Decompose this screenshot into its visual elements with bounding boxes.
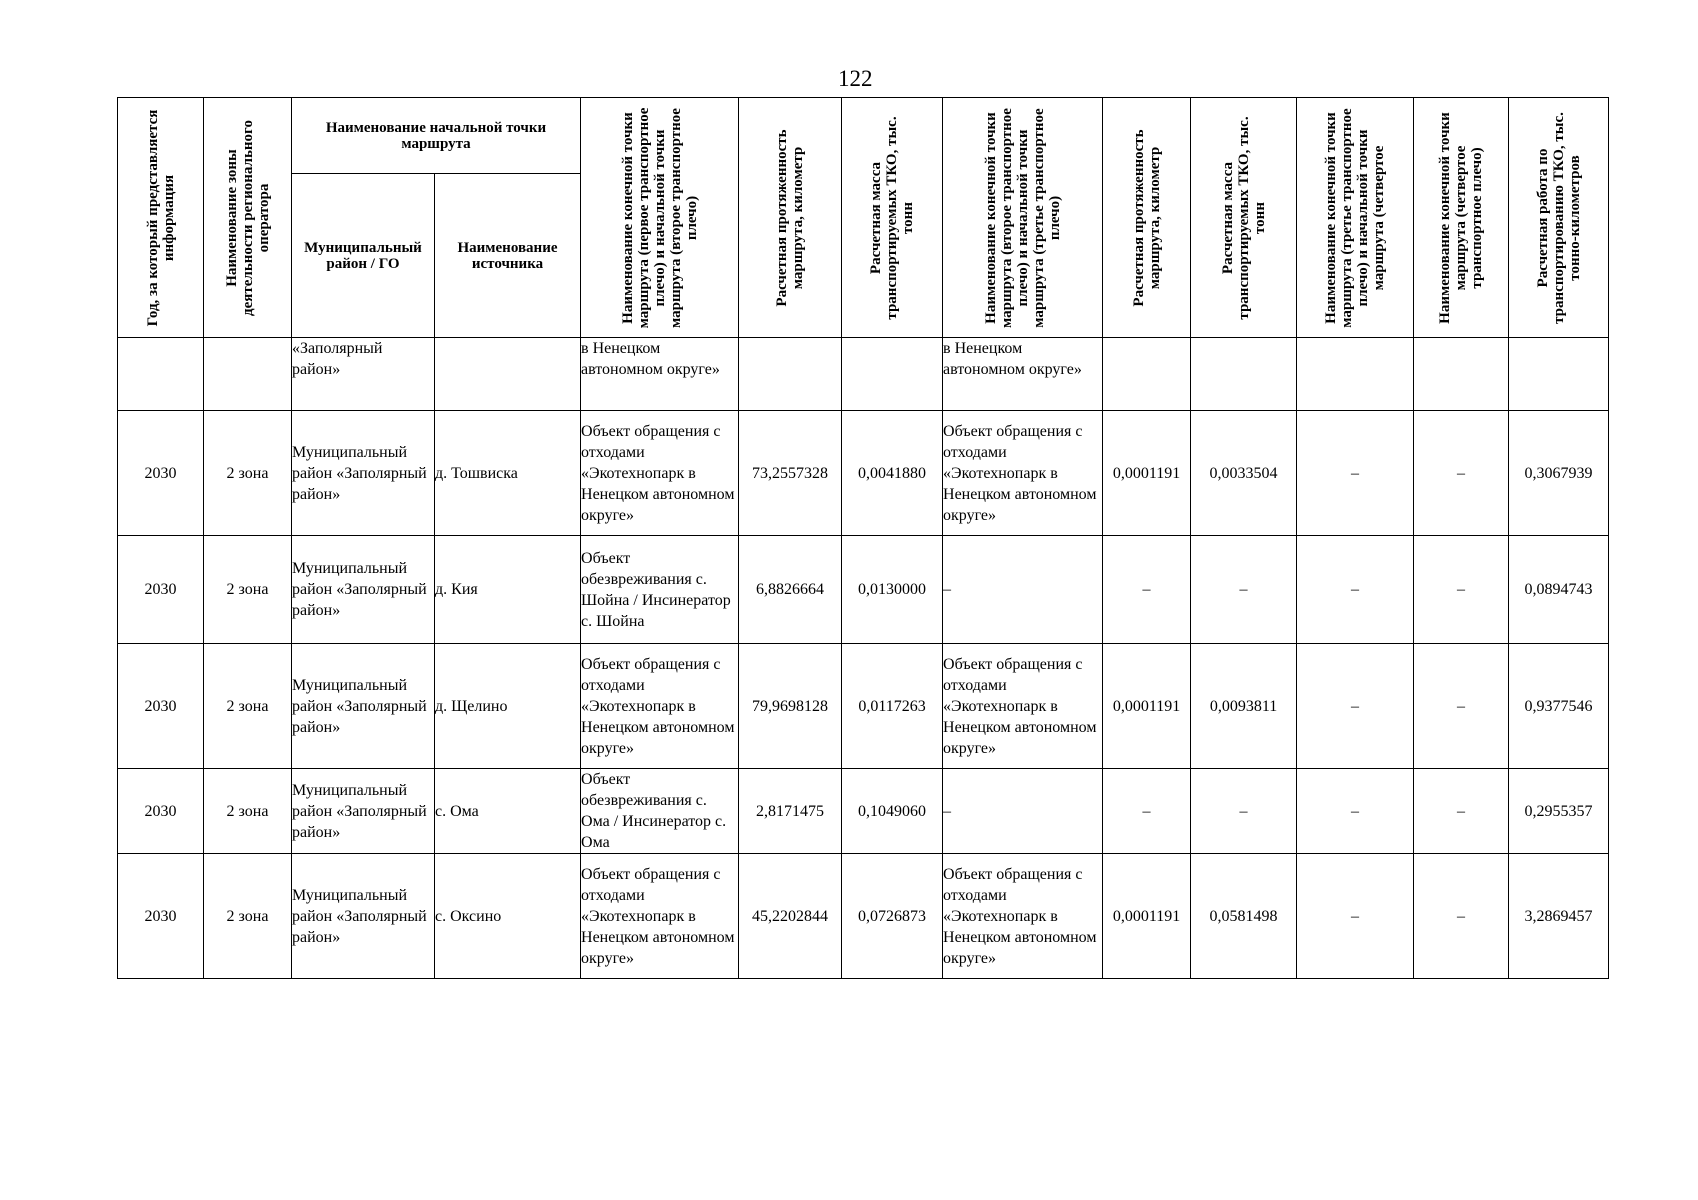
- cell-end-point-2: Объект обращения с отходами «Экотехнопарк в Ненецком автономном округе»: [943, 854, 1103, 979]
- header-year: Год, за который представляется информация: [118, 98, 204, 338]
- cell-source: [435, 338, 581, 411]
- header-mass-2: Расчетная масса транспортируемых ТКО, тыс. тонн: [1191, 98, 1297, 338]
- routes-table: [117, 97, 1609, 979]
- cell-end-point-1: в Ненецком автономном округе»: [581, 338, 739, 411]
- header-mass-1: Расчетная масса транспортируемых ТКО, тыс. тонн: [842, 98, 943, 338]
- cell-year: 2030: [118, 411, 204, 536]
- cell-zone: 2 зона: [204, 644, 292, 769]
- cell-length-1: 2,8171475: [739, 769, 842, 854]
- cell-mass-2: –: [1191, 769, 1297, 854]
- header-length-2: Расчетная протяженность маршрута, километр: [1103, 98, 1191, 338]
- cell-work: 0,2955357: [1509, 769, 1609, 854]
- cell-zone: [204, 338, 292, 411]
- cell-end-point-3: –: [1297, 644, 1414, 769]
- cell-municipality: Муниципальный район «Заполярный район»: [292, 644, 435, 769]
- cell-end-point-4: –: [1414, 536, 1509, 644]
- cell-year: 2030: [118, 644, 204, 769]
- cell-mass-2: 0,0033504: [1191, 411, 1297, 536]
- cell-end-point-3: [1297, 338, 1414, 411]
- cell-end-point-1: Объект обезвреживания с. Шойна / Инсинератор с. Шойна: [581, 536, 739, 644]
- table-row: [118, 411, 1609, 536]
- cell-mass-2: 0,0581498: [1191, 854, 1297, 979]
- cell-year: 2030: [118, 769, 204, 854]
- header-zone: Наименование зоны деятельности регионального оператора: [204, 98, 292, 338]
- cell-length-2: [1103, 338, 1191, 411]
- header-end-point-3: Наименование конечной точки маршрута (третье транспортное плечо) и начальной точки маршрута (четвертое: [1297, 98, 1414, 338]
- cell-length-1: 45,2202844: [739, 854, 842, 979]
- cell-length-2: 0,0001191: [1103, 854, 1191, 979]
- cell-source: д. Тошвиска: [435, 411, 581, 536]
- cell-end-point-2: в Ненецком автономном округе»: [943, 338, 1103, 411]
- cell-length-1: [739, 338, 842, 411]
- cell-source: с. Ома: [435, 769, 581, 854]
- cell-end-point-2: Объект обращения с отходами «Экотехнопарк в Ненецком автономном округе»: [943, 644, 1103, 769]
- cell-year: 2030: [118, 536, 204, 644]
- table-body: [118, 338, 1609, 979]
- header-end-point-1: Наименование конечной точки маршрута (первое транспортное плечо) и начальной точки маршрута (второе транспортное плечо): [581, 98, 739, 338]
- cell-work: [1509, 338, 1609, 411]
- cell-mass-1: 0,1049060: [842, 769, 943, 854]
- cell-municipality: Муниципальный район «Заполярный район»: [292, 854, 435, 979]
- cell-mass-1: [842, 338, 943, 411]
- table-row: [118, 536, 1609, 644]
- cell-length-1: 73,2557328: [739, 411, 842, 536]
- header-work: Расчетная работа по транспортированию ТКО, тыс. тонно-километров: [1509, 98, 1609, 338]
- cell-end-point-4: –: [1414, 644, 1509, 769]
- cell-end-point-1: Объект обращения с отходами «Экотехнопарк в Ненецком автономном округе»: [581, 854, 739, 979]
- header-end-point-2: Наименование конечной точки маршрута (второе транспортное плечо) и начальной точки маршрута (третье транспортное плечо): [943, 98, 1103, 338]
- cell-end-point-2: –: [943, 536, 1103, 644]
- header-municipality: Муниципальный район / ГО: [292, 174, 435, 338]
- cell-end-point-3: –: [1297, 411, 1414, 536]
- page-number: 122: [838, 66, 873, 91]
- cell-municipality: Муниципальный район «Заполярный район»: [292, 536, 435, 644]
- cell-end-point-4: –: [1414, 769, 1509, 854]
- table-row: [118, 854, 1609, 979]
- cell-length-2: –: [1103, 536, 1191, 644]
- cell-length-1: 6,8826664: [739, 536, 842, 644]
- cell-year: 2030: [118, 854, 204, 979]
- table-row: [118, 338, 1609, 411]
- cell-work: 0,0894743: [1509, 536, 1609, 644]
- cell-mass-2: 0,0093811: [1191, 644, 1297, 769]
- cell-source: с. Оксино: [435, 854, 581, 979]
- cell-municipality: «Заполярный район»: [292, 338, 435, 411]
- cell-length-1: 79,9698128: [739, 644, 842, 769]
- cell-length-2: –: [1103, 769, 1191, 854]
- cell-zone: 2 зона: [204, 854, 292, 979]
- cell-end-point-4: –: [1414, 411, 1509, 536]
- cell-zone: 2 зона: [204, 769, 292, 854]
- table-row: [118, 769, 1609, 854]
- header-length-1: Расчетная протяженность маршрута, километр: [739, 98, 842, 338]
- cell-mass-1: 0,0041880: [842, 411, 943, 536]
- header-source: Наименование источника: [435, 174, 581, 338]
- cell-end-point-3: –: [1297, 769, 1414, 854]
- cell-mass-1: 0,0130000: [842, 536, 943, 644]
- cell-source: д. Кия: [435, 536, 581, 644]
- cell-zone: 2 зона: [204, 411, 292, 536]
- cell-work: 0,3067939: [1509, 411, 1609, 536]
- table-row: [118, 644, 1609, 769]
- cell-work: 3,2869457: [1509, 854, 1609, 979]
- cell-end-point-3: –: [1297, 854, 1414, 979]
- cell-end-point-1: Объект обращения с отходами «Экотехнопарк в Ненецком автономном округе»: [581, 644, 739, 769]
- cell-end-point-1: Объект обращения с отходами «Экотехнопарк в Ненецком автономном округе»: [581, 411, 739, 536]
- table-header: [118, 98, 1609, 338]
- cell-end-point-4: –: [1414, 854, 1509, 979]
- cell-end-point-1: Объект обезвреживания с. Ома / Инсинератор с. Ома: [581, 769, 739, 854]
- cell-end-point-4: [1414, 338, 1509, 411]
- cell-mass-1: 0,0726873: [842, 854, 943, 979]
- cell-mass-2: –: [1191, 536, 1297, 644]
- cell-end-point-2: –: [943, 769, 1103, 854]
- cell-mass-1: 0,0117263: [842, 644, 943, 769]
- header-start-point: Наименование начальной точки маршрута: [292, 98, 581, 174]
- cell-length-2: 0,0001191: [1103, 644, 1191, 769]
- header-end-point-4: Наименование конечной точки маршрута (четвертое транспортное плечо): [1414, 98, 1509, 338]
- cell-end-point-2: Объект обращения с отходами «Экотехнопарк в Ненецком автономном округе»: [943, 411, 1103, 536]
- cell-municipality: Муниципальный район «Заполярный район»: [292, 769, 435, 854]
- cell-mass-2: [1191, 338, 1297, 411]
- cell-length-2: 0,0001191: [1103, 411, 1191, 536]
- cell-municipality: Муниципальный район «Заполярный район»: [292, 411, 435, 536]
- cell-end-point-3: –: [1297, 536, 1414, 644]
- cell-source: д. Щелино: [435, 644, 581, 769]
- cell-zone: 2 зона: [204, 536, 292, 644]
- cell-year: [118, 338, 204, 411]
- cell-work: 0,9377546: [1509, 644, 1609, 769]
